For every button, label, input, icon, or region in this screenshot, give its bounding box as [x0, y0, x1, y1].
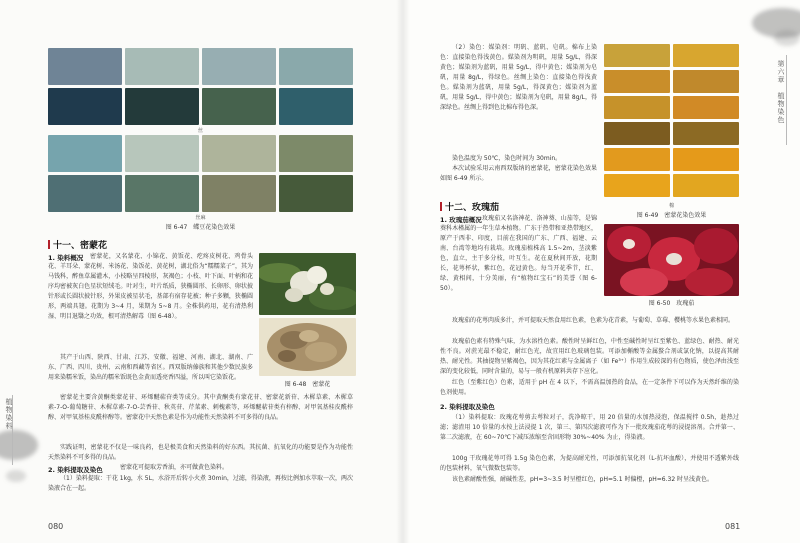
fabric-swatch: [48, 48, 122, 85]
fabric-swatch: [48, 88, 122, 125]
fabric-swatch: [125, 88, 199, 125]
para-overview: 密蒙花，又名蒙花、小锦花、黄饭花、疙疼皮树花、鸡骨头花、羊耳朵、蒙花树、米汤花、染饭花、黄花树，湖北俗为“糯糯菜子”，其为马钱科，醉鱼草属灌木，小枝略呈四棱形，灰褐色；小枝、叶下面、叶柄和花序均密被灰白色星状短绒毛。叶对生，叶片纸质，狭椭圆形、长卵形、卵状披针形或长圆状披针形，外果皮被星状毛，基部有宿存花被；种子多颗，狭椭圆形，两端具翅。花期为 3~4 月，果期为 5~8 月。全株供药用，花有清热利湿、明目退翳之功效，根可清热解毒（图 6-48）。: [48, 253, 253, 320]
para-components: 密蒙花主要含黄酮类蒙花苷、环烯醚萜苷类等成分。其中黄酮类有蒙花苷、密蒙花新苷、木樨草素、木樨草素-7-O-葡萄糖苷、木樨草素-7-O-芸香苷、秋英苷、芹菜素、刺槐素等，环烯醚萜苷类有梓醇、对甲氧基桂皮酰梓醇、对甲氧基桂皮酰梓醇等。密蒙花中天然色素是作为功能性天然染料不可多得的良品。: [48, 394, 353, 421]
fabric-swatch: [202, 175, 276, 212]
mimenghua-flower-photo: [259, 253, 356, 315]
fig-6-47-label-silk: 丝: [197, 128, 203, 134]
fabric-swatch: [604, 122, 670, 145]
para-dye-temperature: 染色温度为 50℃，染色时间为 30min。: [452, 155, 562, 162]
fabric-swatch: [48, 175, 122, 212]
ink-decoration-left-2: [6, 470, 26, 482]
para-roselle-yield: 100g 干玫瑰花萼可得 1.5g 染色色素，为提高耐光性，可添加抗氧化剂（L-抗坏血酸），并使用不透紫外线的包装材料，氧气微数包装等。: [440, 455, 739, 472]
section-marker: [440, 202, 442, 211]
subheading-roselle-overview: 1. 玫瑰茄概况: [440, 216, 482, 224]
fabric-swatch: [604, 70, 670, 93]
fig-6-49-label-cotton: 棉: [668, 203, 674, 209]
fig-6-47-bottom-swatches: [48, 135, 353, 212]
fig-6-47-label-silkhemp: 丝麻: [195, 215, 206, 221]
fabric-swatch: [673, 96, 739, 119]
fabric-swatch: [604, 148, 670, 171]
fabric-swatch: [125, 135, 199, 172]
fabric-swatch: [673, 70, 739, 93]
section-title-text: 十二、玫瑰茄: [445, 203, 500, 213]
para-dyeing-mordants: （2）染色：媒染剂：明矾、蓝矾、皂矾。棉布上染色：直接染色得浅黄色。媒染剂为明矾，用量 5g/L，得深黄色；媒染剂为蓝矾，用量 5g/L，得中黄色；媒染剂为皂矾，用量 8g/L，得绿色。丝绸上染色：直接染色得浅黄色。媒染剂为蓝矾，用量 5g/L，得深黄色；媒染剂为蓝矾，用量 5g/L，得中黄色；媒染剂为皂矾，用量 8g/L，得深绿色。丝绸上得到色比棉布得色深。: [440, 44, 597, 111]
fig-6-47-top-swatches: [48, 48, 353, 125]
fabric-swatch: [48, 135, 122, 172]
fabric-swatch: [125, 48, 199, 85]
para-distribution: 其产于山西、陕西、甘肃、江苏、安徽、福建、河南、湖北、湖南、广东、广西、四川、贵州、云南和西藏等省区。西双版纳傣族和其他少数民族多用来染糯米饭，染出的糯米饭既色金黄而透亮香四溢，所以叫它染饭花。: [48, 354, 253, 381]
section-title-text: 十一、密蒙花: [53, 241, 108, 251]
fabric-swatch: [202, 88, 276, 125]
fabric-swatch: [279, 48, 353, 85]
fabric-swatch: [279, 88, 353, 125]
para-extraction-intro: 密蒙花可提取芳香油，亦可做黄色染料。: [120, 464, 229, 471]
section-title-mimenghua: [48, 238, 107, 251]
fig-6-49-swatches: [604, 44, 739, 197]
fabric-swatch: [673, 174, 739, 197]
para-roselle-extraction: （1）染料提取：玫瑰花萼剪去萼粒对子，洗净晾干，用 20 倍量的水加热浸泡，保温搅拌 0.5h，趁热过滤；滤渣用 10 倍量的水按上法浸提 1 次，第三、第四次滤液可作为下一批玫瑰茄花萼的浸提溶剂。合并第一、第二次滤液，在 60~70℃下减压浓缩至含固形物 30%~40% 为止，得染液。: [440, 414, 739, 441]
fabric-swatch: [279, 135, 353, 172]
ink-decoration-left: [0, 430, 38, 460]
para-practice: 实践证明，密蒙花不仅是一味良药，也是极美食和天然染料的好东西。其抗菌、抗氧化的功能要是作为功能性天然染料不可多得的良品。: [48, 444, 353, 461]
para-roselle-uses: 红色（至紫红色）色素，适用于 pH 在 4 以下，不需高温加热的食品，在一定条件下可以作为天然纤维的染色剂使用。: [440, 379, 739, 396]
page-number-left: 080: [48, 522, 64, 531]
side-tab-right: 第六章 植物染色: [777, 60, 785, 124]
para-roselle-ph: 该色素耐酸性强，耐碱性差，pH=3~3.5 时呈橙红色，pH=5.1 时偏橙，pH=6.32 时呈浅黄色。: [452, 476, 714, 483]
para-dye-test: 本次试验采用云南西双版纳的密蒙花，密蒙花染色效果如图 6-49 所示。: [440, 165, 597, 182]
fig-6-49-caption: 图 6-49 密蒙花染色效果: [636, 212, 707, 219]
subheading-extraction: 2. 染料提取及染色: [48, 466, 103, 474]
fabric-swatch: [673, 44, 739, 67]
subheading-overview: 1. 染料概况: [48, 254, 84, 262]
fabric-swatch: [604, 44, 670, 67]
section-title-roselle: [440, 200, 499, 213]
fabric-swatch: [279, 175, 353, 212]
book-gutter: [396, 0, 410, 543]
side-rule-right: [786, 55, 787, 145]
section-marker: [48, 240, 50, 249]
ink-decoration-right-2: [774, 30, 800, 46]
page-number-right: 081: [725, 522, 741, 531]
fabric-swatch: [125, 175, 199, 212]
para-extraction-step: （1）染料提取：干花 1kg，水 5L，水浴开后转小火煮 30min，过滤，得染液，再按比例加水萃取一次，两次染液合在一起。: [48, 475, 353, 492]
fig-6-48-caption: 图 6-48 密蒙花: [284, 381, 331, 388]
para-roselle-pigment: 玫瑰茄的花萼肉质多汁，并可提取天然食用红色素，色素为花青素，与葡萄、草莓、樱桃等水果色素相同。: [452, 317, 735, 324]
para-roselle-properties: 玫瑰茄色素有特殊气味，为水溶性色素。酸性时呈鲜红色，中性至碱性时呈红至紫色、蓝绿色、耐热、耐光性不良。对蔗光最不稳定，耐红色光，故宜用红色玻璃包装。可添加槲酸等金属螯合剂或氯化钠，以提高其耐热、耐光性。其抽提物呈紫褐色，因为其花红素与金属离子（如 Fe³⁺）作用生成较深的有色物质，使色泽由浅至深的变化较低，同时含量的，易与一般有机原料共存下应化。: [440, 338, 739, 375]
fabric-swatch: [604, 96, 670, 119]
fabric-swatch: [202, 135, 276, 172]
fabric-swatch: [202, 48, 276, 85]
side-tab-left: 植物染料: [5, 398, 13, 430]
roselle-photo: [604, 224, 739, 296]
fabric-swatch: [673, 122, 739, 145]
para-roselle-overview: 玫瑰茄又名洛神花、洛神葵、山茄等，是锦葵科木槿属的一年生草本植物。广东于热带和亚热带地区，原产于西非、印度，目前在我国的广东、广西、福建、云南、台湾等地均有栽培。玫瑰茄植株高 1.5~2m，茎淡紫色，直立，主干多分枝，叶互生。花在夏秋间开放，花期长，花萼杯状，紫红色，花冠黄色。每当开花季节，红、绿、黄相间，十分美丽，有“植物红宝石”的美誉（图 6-50）。: [440, 215, 597, 292]
right-page: [402, 0, 800, 543]
fabric-swatch: [604, 174, 670, 197]
subheading-roselle-extraction: 2. 染料提取及染色: [440, 403, 495, 411]
fig-6-47-caption: 图 6-47 蝶豆花染色效果: [165, 224, 236, 231]
fabric-swatch: [673, 148, 739, 171]
mimenghua-dried-photo: [259, 318, 356, 376]
fig-6-50-caption: 图 6-50 玫瑰茄: [648, 300, 695, 307]
